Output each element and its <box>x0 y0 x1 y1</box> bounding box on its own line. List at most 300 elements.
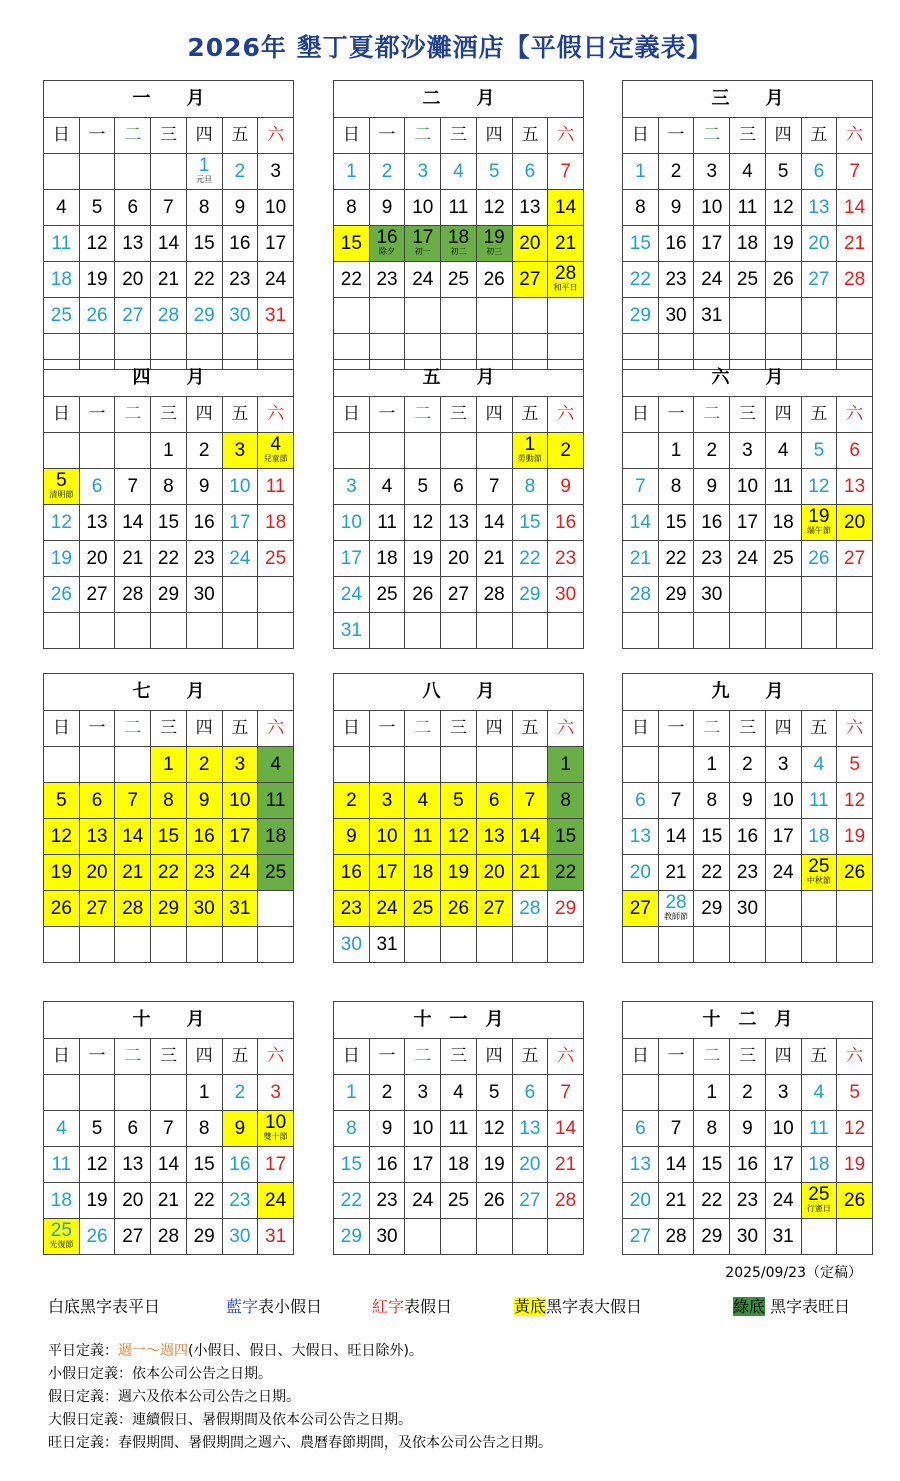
day-cell <box>186 154 222 190</box>
day-cell <box>801 433 837 469</box>
day-number: 30 <box>193 898 215 919</box>
day-number: 26 <box>844 1190 866 1211</box>
day-number: 12 <box>86 233 108 254</box>
day-cell <box>44 505 80 541</box>
day-number: 14 <box>122 826 144 847</box>
day-cell <box>765 1183 801 1219</box>
weekday-header: 六 <box>548 711 584 747</box>
day-number: 29 <box>519 584 541 605</box>
day-number: 28 <box>665 1226 687 1247</box>
holiday-note: 行憲日 <box>806 1203 831 1213</box>
day-cell <box>694 433 730 469</box>
day-cell <box>623 1147 659 1183</box>
day-cell <box>222 855 258 891</box>
day-cell <box>801 1183 837 1219</box>
month-title: 八 月 <box>334 674 584 711</box>
day-number: 15 <box>555 826 577 847</box>
day-number: 22 <box>665 548 687 569</box>
day-number: 26 <box>50 898 72 919</box>
day-number: 27 <box>86 584 108 605</box>
empty-cell <box>405 927 441 963</box>
day-number: 21 <box>844 233 866 254</box>
day-cell <box>548 747 584 783</box>
day-cell <box>186 1183 222 1219</box>
day-number: 28 <box>122 898 144 919</box>
day-number: 29 <box>193 1226 215 1247</box>
day-cell <box>222 226 258 262</box>
day-number: 18 <box>265 512 287 533</box>
day-number: 27 <box>844 548 866 569</box>
day-cell <box>369 190 405 226</box>
day-number: 3 <box>234 754 246 775</box>
empty-cell <box>44 747 80 783</box>
weekday-header: 四 <box>476 118 512 154</box>
day-number: 16 <box>665 233 687 254</box>
day-number: 31 <box>376 934 398 955</box>
weekday-header: 日 <box>44 397 80 433</box>
def-weekday-rest: (小假日、假日、大假日、旺日除外)。 <box>188 1343 423 1359</box>
day-number: 18 <box>772 512 794 533</box>
day-number: 29 <box>193 305 215 326</box>
day-number: 12 <box>50 826 72 847</box>
day-number: 8 <box>560 790 571 811</box>
day-cell <box>334 577 370 613</box>
day-cell <box>837 433 873 469</box>
day-number: 4 <box>742 161 753 182</box>
day-number: 1 <box>635 161 646 182</box>
day-number: 1 <box>706 754 718 775</box>
day-cell <box>441 190 477 226</box>
day-cell <box>694 505 730 541</box>
day-cell <box>79 577 115 613</box>
day-cell <box>694 891 730 927</box>
day-number: 8 <box>198 1118 210 1139</box>
day-cell <box>730 819 766 855</box>
day-number: 15 <box>519 512 541 533</box>
empty-cell <box>765 577 801 613</box>
day-cell <box>258 433 294 469</box>
empty-cell <box>44 433 80 469</box>
day-number: 24 <box>701 269 723 290</box>
day-cell <box>730 469 766 505</box>
day-number: 30 <box>340 934 362 955</box>
day-cell <box>79 891 115 927</box>
day-cell <box>334 262 370 298</box>
day-number: 6 <box>524 161 536 182</box>
day-number: 18 <box>412 862 434 883</box>
weekday-header: 一 <box>369 397 405 433</box>
day-number: 10 <box>265 1111 287 1133</box>
day-cell <box>658 1183 694 1219</box>
weekday-header: 一 <box>369 711 405 747</box>
day-number: 27 <box>629 898 651 919</box>
day-number: 21 <box>665 1190 687 1211</box>
day-cell <box>512 505 548 541</box>
day-cell <box>186 505 222 541</box>
day-cell <box>405 1075 441 1111</box>
empty-cell <box>151 613 187 649</box>
empty-cell <box>476 613 512 649</box>
day-number: 13 <box>86 826 108 847</box>
month-calendar <box>43 359 294 649</box>
weekday-header: 三 <box>730 1039 766 1075</box>
day-cell <box>334 855 370 891</box>
day-cell <box>186 433 222 469</box>
empty-cell <box>405 1219 441 1255</box>
day-cell <box>801 819 837 855</box>
day-cell <box>623 1183 659 1219</box>
day-number: 11 <box>809 790 829 811</box>
day-number: 1 <box>346 161 357 182</box>
day-cell <box>222 505 258 541</box>
day-cell <box>837 262 873 298</box>
day-cell <box>115 577 151 613</box>
day-number: 19 <box>50 862 72 883</box>
day-cell <box>151 541 187 577</box>
definitions <box>48 1340 552 1455</box>
day-number: 23 <box>665 269 687 290</box>
day-cell <box>369 154 405 190</box>
day-number: 20 <box>86 862 108 883</box>
day-cell <box>334 1147 370 1183</box>
day-number: 10 <box>376 826 398 847</box>
day-number: 12 <box>808 476 830 497</box>
day-number: 29 <box>665 584 687 605</box>
day-number: 10 <box>412 197 434 218</box>
weekday-header: 日 <box>334 118 370 154</box>
day-number: 21 <box>122 548 144 569</box>
day-number: 17 <box>412 226 434 248</box>
day-number: 5 <box>488 161 500 182</box>
day-cell <box>369 819 405 855</box>
weekday-header: 四 <box>476 1039 512 1075</box>
day-cell <box>548 262 584 298</box>
day-number: 4 <box>417 790 429 811</box>
day-cell <box>115 1147 151 1183</box>
empty-cell <box>334 747 370 783</box>
day-cell <box>765 1111 801 1147</box>
day-cell <box>258 262 294 298</box>
day-number: 26 <box>50 584 72 605</box>
day-number: 30 <box>193 584 215 605</box>
empty-cell <box>765 927 801 963</box>
day-number: 24 <box>772 862 794 883</box>
day-number: 23 <box>736 862 759 883</box>
holiday-note: 和平日 <box>553 282 578 292</box>
day-number: 12 <box>483 1118 505 1139</box>
day-number: 21 <box>665 862 687 883</box>
day-number: 14 <box>665 1154 687 1175</box>
day-cell <box>405 819 441 855</box>
day-number: 30 <box>229 1226 251 1247</box>
day-number: 25 <box>265 548 287 569</box>
weekday-header: 四 <box>476 711 512 747</box>
day-number: 20 <box>629 1190 651 1211</box>
day-number: 3 <box>417 1082 429 1103</box>
day-cell <box>441 262 477 298</box>
day-number: 6 <box>488 790 500 811</box>
day-cell <box>548 505 584 541</box>
day-cell <box>151 855 187 891</box>
weekday-header: 一 <box>658 397 694 433</box>
day-number: 12 <box>844 1118 866 1139</box>
empty-cell <box>44 927 80 963</box>
day-number: 31 <box>265 1226 287 1247</box>
weekday-header: 六 <box>837 1039 873 1075</box>
day-number: 27 <box>519 1190 541 1211</box>
month-calendar <box>622 673 873 963</box>
day-number: 23 <box>229 1190 251 1211</box>
def-weekday <box>48 1340 552 1363</box>
day-cell <box>694 1183 730 1219</box>
day-number: 24 <box>736 548 759 569</box>
weekday-header: 五 <box>222 397 258 433</box>
empty-cell <box>548 1219 584 1255</box>
weekday-header: 四 <box>765 397 801 433</box>
day-number: 25 <box>447 1190 470 1211</box>
day-number: 16 <box>193 512 215 533</box>
weekday-header: 四 <box>765 1039 801 1075</box>
day-number: 23 <box>193 548 215 569</box>
empty-cell <box>512 298 548 334</box>
day-cell <box>186 891 222 927</box>
day-number: 11 <box>737 197 758 218</box>
day-cell <box>658 262 694 298</box>
day-number: 12 <box>412 512 434 533</box>
day-cell <box>115 190 151 226</box>
day-cell <box>730 1183 766 1219</box>
weekday-header: 四 <box>186 118 222 154</box>
day-cell <box>151 1219 187 1255</box>
day-cell <box>623 469 659 505</box>
day-number: 12 <box>447 826 470 847</box>
empty-cell <box>837 577 873 613</box>
day-number: 11 <box>51 233 72 254</box>
day-cell <box>548 1183 584 1219</box>
weekday-header: 三 <box>441 397 477 433</box>
day-cell <box>151 505 187 541</box>
day-cell <box>186 1219 222 1255</box>
day-cell <box>658 1219 694 1255</box>
day-cell <box>476 577 512 613</box>
day-number: 2 <box>198 754 210 775</box>
day-cell <box>334 927 370 963</box>
day-cell <box>79 1147 115 1183</box>
weekday-header: 一 <box>79 397 115 433</box>
day-cell <box>222 154 258 190</box>
day-cell <box>79 298 115 334</box>
day-cell <box>441 469 477 505</box>
day-number: 24 <box>229 548 251 569</box>
day-number: 2 <box>381 161 393 182</box>
empty-cell <box>801 891 837 927</box>
empty-cell <box>115 1075 151 1111</box>
legend-major-text: 黑字表大假日 <box>546 1297 643 1316</box>
day-number: 14 <box>629 512 651 533</box>
day-cell <box>258 298 294 334</box>
empty-cell <box>441 298 477 334</box>
day-cell <box>79 469 115 505</box>
weekday-header: 五 <box>222 118 258 154</box>
day-cell <box>765 783 801 819</box>
day-number: 18 <box>808 826 830 847</box>
day-number: 5 <box>91 1118 103 1139</box>
day-cell <box>658 577 694 613</box>
day-cell <box>548 891 584 927</box>
day-number: 21 <box>555 1154 577 1175</box>
day-number: 21 <box>483 548 505 569</box>
day-number: 22 <box>519 548 541 569</box>
empty-cell <box>476 927 512 963</box>
day-cell <box>476 1111 512 1147</box>
day-cell <box>441 577 477 613</box>
day-number: 6 <box>635 1118 646 1139</box>
day-number: 11 <box>448 1118 469 1139</box>
day-cell <box>258 505 294 541</box>
day-number: 13 <box>86 512 108 533</box>
day-cell <box>186 747 222 783</box>
day-cell <box>765 1075 801 1111</box>
empty-cell <box>548 298 584 334</box>
month-calendar <box>622 1001 873 1255</box>
day-cell <box>44 783 80 819</box>
day-number: 26 <box>86 305 108 326</box>
day-cell <box>765 855 801 891</box>
day-number: 15 <box>340 233 362 254</box>
empty-cell <box>405 298 441 334</box>
day-cell <box>476 855 512 891</box>
day-number: 9 <box>706 476 718 497</box>
day-number: 10 <box>412 1118 434 1139</box>
day-cell <box>730 226 766 262</box>
day-number: 5 <box>849 1082 860 1103</box>
day-number: 1 <box>706 1082 718 1103</box>
day-cell <box>476 1147 512 1183</box>
day-cell <box>694 190 730 226</box>
day-number: 23 <box>555 548 577 569</box>
day-cell <box>186 1111 222 1147</box>
weekday-header: 一 <box>79 1039 115 1075</box>
day-cell <box>837 469 873 505</box>
day-cell <box>222 1183 258 1219</box>
day-number: 27 <box>808 269 830 290</box>
day-cell <box>151 262 187 298</box>
day-cell <box>115 469 151 505</box>
day-number: 1 <box>163 754 174 775</box>
day-cell <box>115 891 151 927</box>
day-cell <box>801 469 837 505</box>
day-cell <box>258 819 294 855</box>
day-cell <box>44 1219 80 1255</box>
weekday-header: 五 <box>512 1039 548 1075</box>
day-number: 1 <box>524 433 536 455</box>
day-cell <box>334 783 370 819</box>
month-title: 五 月 <box>334 360 584 397</box>
empty-cell <box>115 927 151 963</box>
def-holiday: 假日定義：週六及依本公司公告之日期。 <box>48 1389 300 1405</box>
day-cell <box>694 747 730 783</box>
day-cell <box>512 262 548 298</box>
day-cell <box>765 433 801 469</box>
day-number: 29 <box>629 305 651 326</box>
empty-cell <box>512 613 548 649</box>
day-cell <box>837 154 873 190</box>
day-cell <box>334 226 370 262</box>
day-number: 29 <box>701 898 723 919</box>
day-number: 6 <box>127 197 139 218</box>
empty-cell <box>837 613 873 649</box>
day-cell <box>476 541 512 577</box>
month-calendar <box>43 1001 294 1255</box>
day-number: 8 <box>524 476 536 497</box>
day-cell <box>837 226 873 262</box>
empty-cell <box>222 613 258 649</box>
day-number: 28 <box>844 269 866 290</box>
day-cell <box>405 541 441 577</box>
month-calendar <box>333 80 584 370</box>
weekday-header: 六 <box>548 118 584 154</box>
day-cell <box>186 1147 222 1183</box>
day-number: 16 <box>701 512 723 533</box>
day-number: 4 <box>453 1082 464 1103</box>
empty-cell <box>79 927 115 963</box>
weekday-header: 五 <box>801 1039 837 1075</box>
day-number: 5 <box>777 161 789 182</box>
empty-cell <box>765 891 801 927</box>
day-cell <box>405 1183 441 1219</box>
empty-cell <box>405 613 441 649</box>
empty-cell <box>837 298 873 334</box>
day-number: 21 <box>519 862 541 883</box>
day-number: 12 <box>483 197 505 218</box>
day-number: 28 <box>555 262 577 284</box>
weekday-header: 六 <box>258 711 294 747</box>
empty-cell <box>258 891 294 927</box>
weekday-header: 二 <box>405 711 441 747</box>
day-number: 9 <box>742 1118 753 1139</box>
day-number: 14 <box>555 1118 577 1139</box>
day-cell <box>765 226 801 262</box>
empty-cell <box>512 1219 548 1255</box>
empty-cell <box>837 927 873 963</box>
day-cell <box>222 298 258 334</box>
day-number: 28 <box>555 1190 577 1211</box>
day-number: 11 <box>265 476 286 497</box>
day-number: 6 <box>635 790 646 811</box>
day-cell <box>441 1111 477 1147</box>
day-number: 13 <box>808 197 830 218</box>
weekday-header: 三 <box>441 1039 477 1075</box>
empty-cell <box>476 747 512 783</box>
day-number: 30 <box>376 1226 398 1247</box>
day-cell <box>369 783 405 819</box>
day-number: 9 <box>234 197 246 218</box>
day-number: 13 <box>483 826 505 847</box>
empty-cell <box>623 747 659 783</box>
day-number: 22 <box>340 1190 362 1211</box>
day-cell <box>115 783 151 819</box>
day-number: 6 <box>453 476 464 497</box>
day-number: 27 <box>519 269 541 290</box>
day-number: 20 <box>86 548 108 569</box>
day-cell <box>623 1111 659 1147</box>
day-number: 18 <box>265 826 287 847</box>
day-cell <box>548 1147 584 1183</box>
day-number: 11 <box>51 1154 72 1175</box>
empty-cell <box>441 1219 477 1255</box>
day-cell <box>441 855 477 891</box>
day-number: 24 <box>340 584 362 605</box>
